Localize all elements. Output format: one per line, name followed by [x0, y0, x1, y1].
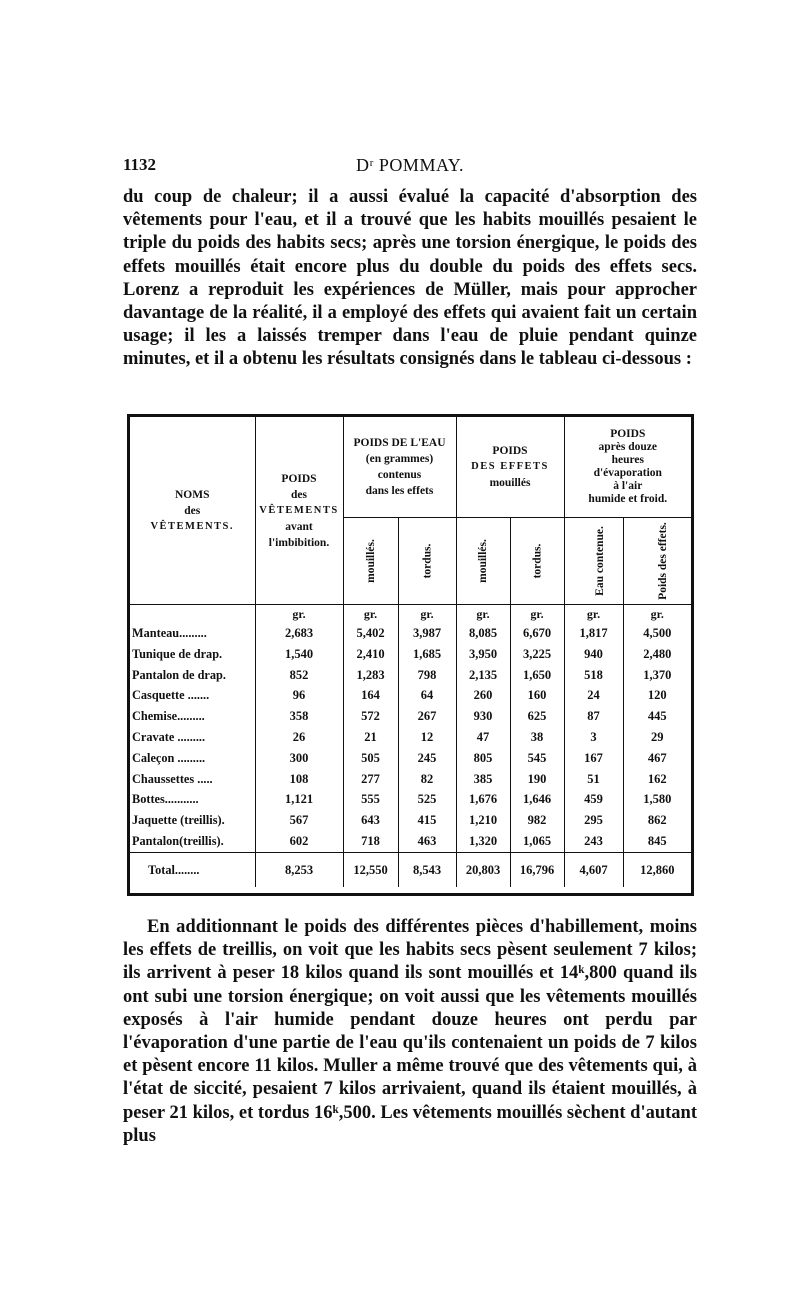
row-cell: 643 — [343, 810, 398, 831]
row-cell: 1,210 — [456, 810, 510, 831]
row-cell: 1,320 — [456, 831, 510, 852]
row-cell: 518 — [564, 665, 623, 686]
table-row — [130, 685, 691, 706]
subheader-water-contained-text: Eau contenue. — [593, 526, 606, 596]
total-cell: 8,253 — [255, 852, 343, 887]
header-dry-l2: des — [291, 488, 307, 501]
row-cell: 567 — [255, 810, 343, 831]
table-row — [130, 831, 691, 852]
unit-empty — [130, 605, 255, 624]
row-cell: 96 — [255, 685, 343, 706]
header-names-l3: VÊTEMENTS. — [150, 520, 235, 532]
page-number: 1132 — [123, 155, 157, 174]
table-row — [130, 623, 691, 644]
header-evap-l2: après douze — [598, 441, 657, 453]
row-cell: 3,225 — [510, 644, 564, 665]
row-label: Bottes........... — [132, 792, 199, 807]
row-cell: 24 — [564, 685, 623, 706]
subheader-effects-wrung-text: tordus. — [531, 543, 544, 579]
header-water-l4: dans les effets — [365, 485, 434, 497]
header-dry-l1: POIDS — [281, 472, 317, 485]
row-cell: 300 — [255, 748, 343, 769]
row-cell: 930 — [456, 706, 510, 727]
row-label: Chaussettes ..... — [132, 771, 213, 786]
row-label: Manteau......... — [132, 626, 207, 640]
unit-row — [130, 605, 691, 624]
header-water-l1: POIDS DE L'EAU — [353, 437, 446, 449]
row-cell: 277 — [343, 769, 398, 790]
row-cell: 1,370 — [623, 665, 691, 686]
row-cell: 718 — [343, 831, 398, 852]
table-row — [130, 810, 691, 831]
header-effects-weight — [456, 417, 564, 518]
table-row — [130, 665, 691, 686]
row-cell: 2,135 — [456, 665, 510, 686]
row-cell: 1,580 — [623, 789, 691, 810]
row-cell: 87 — [564, 706, 623, 727]
row-label: Pantalon de drap. — [132, 667, 226, 682]
row-cell: 51 — [564, 769, 623, 790]
clothing-weight-table — [127, 414, 694, 896]
row-cell: 245 — [398, 748, 456, 769]
table-row — [130, 769, 691, 790]
subheader-effects-wet-text: mouillés. — [476, 539, 489, 583]
row-cell: 243 — [564, 831, 623, 852]
unit-cell: gr. — [456, 605, 510, 624]
header-effects-l3: mouillés — [489, 477, 531, 489]
row-cell: 1,121 — [255, 789, 343, 810]
row-cell: 3,950 — [456, 644, 510, 665]
row-cell: 445 — [623, 706, 691, 727]
table-row — [130, 644, 691, 665]
row-cell: 29 — [623, 727, 691, 748]
row-cell: 1,685 — [398, 644, 456, 665]
row-cell: 2,410 — [343, 644, 398, 665]
row-cell: 8,085 — [456, 623, 510, 644]
row-cell: 798 — [398, 665, 456, 686]
row-cell: 82 — [398, 769, 456, 790]
row-cell: 1,676 — [456, 789, 510, 810]
header-names-l2: des — [184, 504, 201, 517]
row-label: Caleçon ......... — [132, 750, 206, 765]
subheader-effects-wet — [456, 518, 510, 605]
row-cell: 2,683 — [255, 623, 343, 644]
row-cell: 1,065 — [510, 831, 564, 852]
row-cell: 358 — [255, 706, 343, 727]
row-cell: 38 — [510, 727, 564, 748]
unit-cell: gr. — [398, 605, 456, 624]
table-row — [130, 706, 691, 727]
subheader-water-wrung-text: tordus. — [420, 543, 433, 579]
header-effects-l1: POIDS — [492, 445, 528, 457]
table-row — [130, 748, 691, 769]
header-names-l1: NOMS — [175, 488, 210, 501]
subheader-water-wet-text: mouillés. — [364, 539, 377, 583]
subheader-effects-final-text: Poids des effets. — [656, 522, 669, 600]
header-evap-l6: humide et froid. — [588, 493, 668, 505]
row-label: Pantalon(treillis). — [132, 833, 224, 848]
running-head: Dʳ POMMAY. — [356, 155, 464, 175]
row-cell: 852 — [255, 665, 343, 686]
row-cell: 162 — [623, 769, 691, 790]
row-cell: 602 — [255, 831, 343, 852]
header-water-weight — [343, 417, 456, 518]
row-cell: 415 — [398, 810, 456, 831]
row-cell: 385 — [456, 769, 510, 790]
header-evap-l1: POIDS — [610, 428, 646, 440]
row-label: Tunique de drap. — [132, 646, 223, 661]
subheader-effects-wrung — [510, 518, 564, 605]
page-header — [123, 155, 697, 179]
row-cell: 940 — [564, 644, 623, 665]
row-cell: 260 — [456, 685, 510, 706]
total-cell: 12,550 — [343, 852, 398, 887]
row-label: Cravate ......... — [132, 729, 206, 744]
row-cell: 545 — [510, 748, 564, 769]
row-cell: 12 — [398, 727, 456, 748]
total-row — [130, 852, 691, 887]
row-cell: 982 — [510, 810, 564, 831]
row-cell: 164 — [343, 685, 398, 706]
total-cell: 12,860 — [623, 852, 691, 887]
row-cell: 572 — [343, 706, 398, 727]
row-cell: 108 — [255, 769, 343, 790]
header-water-l2: (en grammes) — [365, 453, 434, 465]
total-cell: 20,803 — [456, 852, 510, 887]
header-evap-l3: heures — [611, 454, 644, 466]
row-cell: 862 — [623, 810, 691, 831]
row-cell: 555 — [343, 789, 398, 810]
header-dry-weight — [255, 417, 343, 605]
subheader-effects-final — [623, 518, 691, 605]
row-cell: 120 — [623, 685, 691, 706]
row-cell: 1,646 — [510, 789, 564, 810]
header-evap-l4: d'évaporation — [593, 467, 662, 479]
table-row — [130, 727, 691, 748]
row-cell: 845 — [623, 831, 691, 852]
unit-cell: gr. — [255, 605, 343, 624]
row-cell: 267 — [398, 706, 456, 727]
row-cell: 1,650 — [510, 665, 564, 686]
row-cell: 505 — [343, 748, 398, 769]
row-cell: 47 — [456, 727, 510, 748]
unit-cell: gr. — [564, 605, 623, 624]
row-cell: 4,500 — [623, 623, 691, 644]
row-cell: 64 — [398, 685, 456, 706]
header-effects-l2: DES EFFETS — [471, 461, 549, 472]
unit-cell: gr. — [623, 605, 691, 624]
row-cell: 6,670 — [510, 623, 564, 644]
row-label: Casquette ....... — [132, 688, 210, 703]
total-cell: 16,796 — [510, 852, 564, 887]
paragraph-intro: du coup de chaleur; il a aussi évalué la capacité d'absorption des vêtements pour l'eau, et il a trouvé que les habits mouillés pesaient le triple du poids des habits secs; après une torsion énergique, le poids des effets mouillés était encore plus du double du poids des effets secs. Lorenz a reproduit les expériences de Müller, mais pour approcher davantage de la réalité, il a employé des effets qui avaient fait un certain usage; il les a laissés tremper dans l'eau de pluie pendant quinze minutes, et il a obtenu les résultats consignés dans le tableau ci-dessous : — [123, 187, 697, 370]
total-label: Total........ — [130, 852, 255, 887]
row-label: Jaquette (treillis). — [132, 813, 225, 828]
header-after-evaporation — [564, 417, 691, 518]
row-cell: 467 — [623, 748, 691, 769]
row-cell: 167 — [564, 748, 623, 769]
row-cell: 1,540 — [255, 644, 343, 665]
row-cell: 26 — [255, 727, 343, 748]
subheader-water-wrung — [398, 518, 456, 605]
row-cell: 21 — [343, 727, 398, 748]
row-cell: 625 — [510, 706, 564, 727]
row-cell: 190 — [510, 769, 564, 790]
row-cell: 459 — [564, 789, 623, 810]
row-cell: 525 — [398, 789, 456, 810]
row-cell: 805 — [456, 748, 510, 769]
row-label: Chemise......... — [132, 709, 205, 724]
row-cell: 2,480 — [623, 644, 691, 665]
total-cell: 4,607 — [564, 852, 623, 887]
subheader-water-wet — [343, 518, 398, 605]
row-cell: 5,402 — [343, 623, 398, 644]
row-cell: 1,283 — [343, 665, 398, 686]
unit-cell: gr. — [510, 605, 564, 624]
row-cell: 1,817 — [564, 623, 623, 644]
header-water-l3: contenus — [377, 469, 422, 481]
header-names — [130, 417, 255, 605]
row-cell: 160 — [510, 685, 564, 706]
row-cell: 295 — [564, 810, 623, 831]
paragraph-conclusion: En additionnant le poids des différentes pièces d'habillement, moins les effets de treillis, on voit que les habits secs pèsent seulement 7 kilos; ils arrivent à peser 18 kilos quand ils sont mouillés et 14ᵏ,800 quand ils ont subi une torsion énergique; on voit aussi que les vêtements mouillés exposés à l'air humide pendant douze heures ont perdu par l'évaporation d'une partie de l'eau qu'ils contenaient un poids de 7 kilos et pèsent encore 11 kilos. Muller a même trouvé que des vêtements qui, à l'état de siccité, pesaient 7 kilos arrivaient, quand ils étaient mouillés, à peser 21 kilos, et tordus 16ᵏ,500. Les vêtements mouillés sèchent d'autant plus — [123, 917, 697, 1146]
table-row — [130, 789, 691, 810]
row-cell: 3,987 — [398, 623, 456, 644]
header-dry-l5: l'imbibition. — [268, 536, 330, 549]
header-dry-l3: VÊTEMENTS — [259, 504, 339, 516]
subheader-water-contained — [564, 518, 623, 605]
row-cell: 3 — [564, 727, 623, 748]
row-cell: 463 — [398, 831, 456, 852]
total-cell: 8,543 — [398, 852, 456, 887]
unit-cell: gr. — [343, 605, 398, 624]
header-evap-l5: à l'air — [613, 480, 643, 492]
header-dry-l4: avant — [285, 520, 313, 533]
